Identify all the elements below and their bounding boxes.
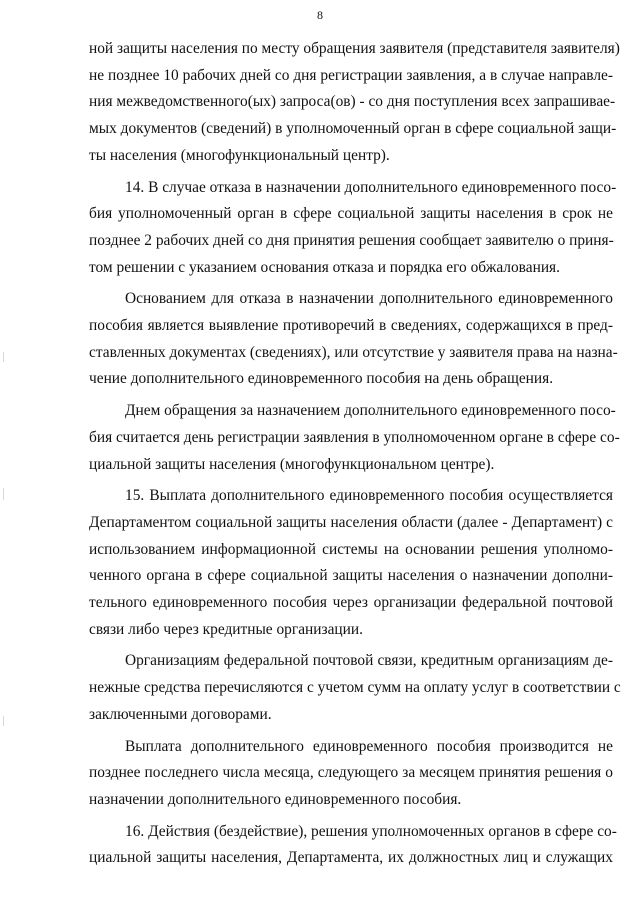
paragraph-application-date <box>89 398 620 478</box>
text-line: ной защиты населения по месту обращения заявителя (представителя заявителя) <box>89 40 620 57</box>
text-line: не позднее 10 рабочих дней со дня регистрации заявления, а в случае направле- <box>89 66 613 84</box>
text-line: циальной защиты населения, Департамента, их должностных лиц и служащих <box>89 849 613 867</box>
text-line: тельного единовременного пособия через организации федеральной почтовой <box>89 594 613 612</box>
text-line: использованием информационной системы на основании решения уполномо- <box>89 540 613 558</box>
text-line: Основанием для отказа в назначении дополнительного единовременного <box>125 290 613 308</box>
text-line: том решении с указанием основания отказа и порядка его обжалования. <box>89 258 560 276</box>
text-line: 16. Действия (бездействие), решения уполномоченных органов в сфере со- <box>125 822 617 840</box>
text-line: ты населения (многофункциональный центр). <box>89 146 390 164</box>
paragraph-clause-15 <box>89 483 613 643</box>
text-line: бия уполномоченный орган в сфере социальной защиты населения в срок не <box>89 205 613 223</box>
text-line: ченного органа в сфере социальной защиты населения о назначении дополни- <box>89 567 613 585</box>
paragraph-payment-deadline <box>89 734 613 814</box>
text-line: мых документов (сведений) в уполномоченный орган в сфере социальной защи- <box>89 120 617 138</box>
document-body <box>89 36 621 877</box>
text-line: пособия является выявление противоречий в сведениях, содержащихся в пред- <box>89 317 613 335</box>
text-line: назначении дополнительного единовременного пособия. <box>89 790 462 808</box>
text-line: позднее 2 рабочих дней со дня принятия решения сообщает заявителю о приня- <box>89 231 614 249</box>
text-line: циальной защиты населения (многофункциональном центре). <box>89 455 495 473</box>
paragraph-postal-transfers <box>89 648 621 728</box>
text-line: связи либо через кредитные организации. <box>89 620 363 638</box>
scan-margin-mark <box>3 488 4 500</box>
text-line: чение дополнительного единовременного пособия на день обращения. <box>89 370 554 388</box>
text-line: Департаментом социальной защиты населения области (далее - Департамент) с <box>89 513 613 531</box>
text-line: заключенными договорами. <box>89 705 272 723</box>
text-line: 15. Выплата дополнительного единовременного пособия осуществляется <box>125 487 613 505</box>
text-line: 14. В случае отказа в назначении дополнительного единовременного посо- <box>125 178 617 196</box>
text-line: Выплата дополнительного единовременного пособия производится не <box>125 737 613 755</box>
scan-margin-mark <box>3 716 4 726</box>
paragraph-refusal-grounds <box>89 286 618 393</box>
paragraph-clause-14 <box>89 175 617 282</box>
text-line: ния межведомственного(ых) запроса(ов) - со дня поступления всех запрашивае- <box>89 93 616 111</box>
paragraph-clause-16 <box>89 819 617 872</box>
text-line: ставленных документах (сведениях), или отсутствие у заявителя права на назна- <box>89 343 618 361</box>
text-line: Днем обращения за назначением дополнительного единовременного посо- <box>125 402 616 420</box>
text-line: позднее последнего числа месяца, следующего за месяцем принятия решения о <box>89 764 613 782</box>
page-number: 8 <box>317 8 323 22</box>
text-line: нежные средства перечисляются с учетом сумм на оплату услуг в соответствии с <box>89 679 621 697</box>
scan-margin-mark <box>3 352 4 362</box>
paragraph-continuation <box>89 36 620 170</box>
text-line: Организациям федеральной почтовой связи, кредитным организациям де- <box>125 652 613 670</box>
text-line: бия считается день регистрации заявления в уполномоченном органе в сфере со- <box>89 428 620 446</box>
